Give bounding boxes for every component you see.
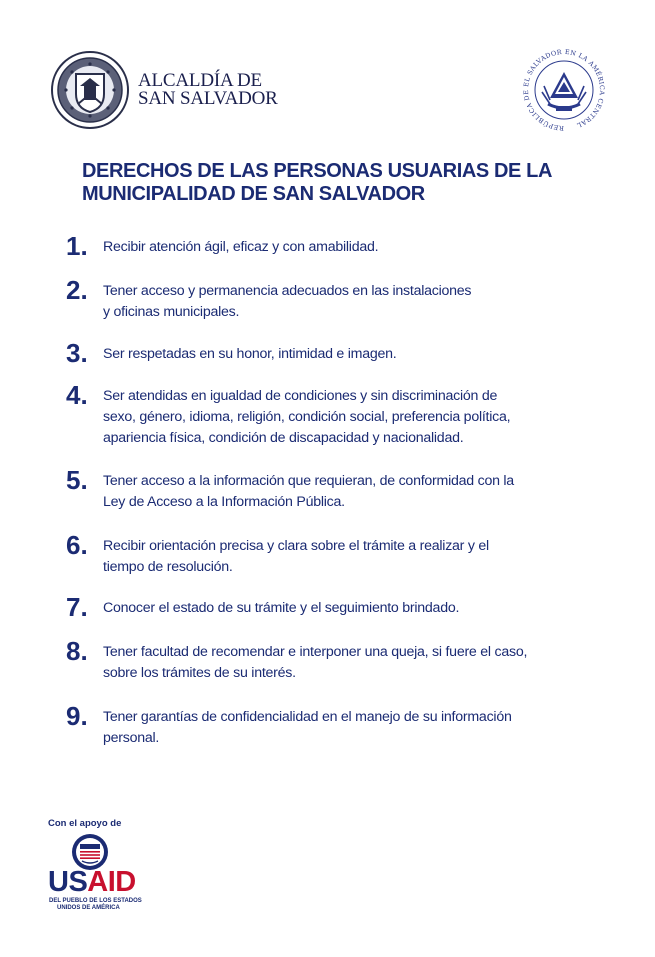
title-line2: MUNICIPALIDAD DE SAN SALVADOR — [82, 183, 425, 205]
usaid-tagline — [49, 898, 142, 912]
item-text — [103, 344, 603, 365]
item-text — [103, 237, 603, 258]
municipal-shield-seal-icon — [50, 50, 130, 130]
page-title — [82, 160, 602, 206]
item-text — [103, 598, 603, 619]
seal-ring-text: REPÚBLICA DE EL SALVADOR EN LA AMÉRICA CENTRAL — [521, 47, 607, 133]
item-line: tiempo de resolución. — [103, 559, 233, 575]
item-number: 3. — [66, 338, 88, 368]
org-name — [138, 72, 278, 108]
item-number: 8. — [66, 636, 88, 666]
item-number: 5. — [66, 465, 88, 495]
item-line: Conocer el estado de su trámite y el seguimiento brindado. — [103, 600, 460, 616]
title-line1: DERECHOS DE LAS PERSONAS USUARIAS DE LA — [82, 160, 553, 182]
item-line: Tener acceso y permanencia adecuados en las instalaciones — [103, 283, 472, 299]
item-number: 6. — [66, 530, 88, 560]
item-line: sexo, género, idioma, religión, condición social, preferencia política, — [103, 409, 511, 425]
item-number: 9. — [66, 701, 88, 731]
item-text — [103, 386, 603, 449]
support-label: Con el apoyo de — [48, 818, 122, 829]
item-line: Tener facultad de recomendar e interponer una queja, si fuere el caso, — [103, 644, 528, 660]
item-number: 1. — [66, 231, 88, 261]
item-line: Ley de Acceso a la Información Pública. — [103, 494, 345, 510]
usaid-aid: AID — [87, 866, 136, 898]
item-text — [103, 471, 603, 513]
item-line: apariencia física, condición de discapacidad y nacionalidad. — [103, 430, 464, 446]
item-line: sobre los trámites de su interés. — [103, 665, 296, 681]
item-text — [103, 281, 603, 323]
usaid-tagline-line2: UNIDOS DE AMÉRICA — [57, 905, 120, 911]
item-number: 4. — [66, 380, 88, 410]
org-name-line1: ALCALDÍA DE — [138, 70, 262, 91]
usaid-tagline-line1: DEL PUEBLO DE LOS ESTADOS — [49, 898, 142, 904]
org-name-line2: SAN SALVADOR — [138, 88, 278, 109]
item-line: y oficinas municipales. — [103, 304, 240, 320]
item-line: Recibir atención ágil, eficaz y con amabilidad. — [103, 239, 379, 255]
item-line: Recibir orientación precisa y clara sobre el trámite a realizar y el — [103, 538, 489, 554]
item-line: Tener garantías de confidencialidad en el manejo de su información — [103, 709, 512, 725]
item-line: Ser respetadas en su honor, intimidad e imagen. — [103, 346, 397, 362]
item-line: personal. — [103, 730, 160, 746]
item-text — [103, 536, 603, 578]
item-number: 7. — [66, 592, 88, 622]
item-line: Tener acceso a la información que requieran, de conformidad con la — [103, 473, 514, 489]
item-text — [103, 642, 603, 684]
item-number: 2. — [66, 275, 88, 305]
el-salvador-coat-of-arms-icon — [520, 46, 608, 134]
usaid-logo — [48, 866, 136, 899]
item-text — [103, 707, 603, 749]
usaid-us: US — [48, 866, 88, 898]
item-line: Ser atendidas en igualdad de condiciones y sin discriminación de — [103, 388, 498, 404]
